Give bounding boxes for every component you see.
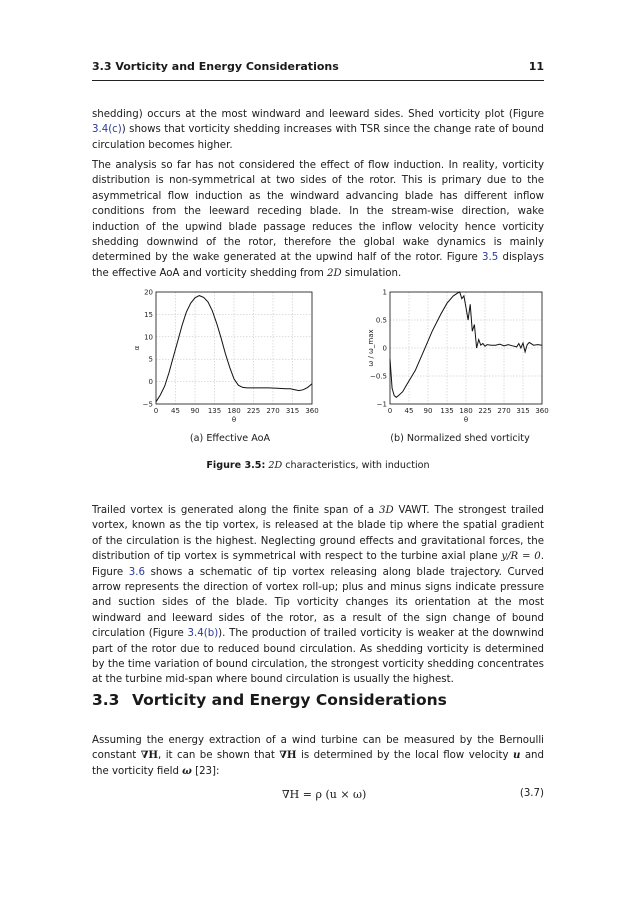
chart-b-xtick-label: 225	[478, 407, 492, 415]
chart-a-xtick-label: 180	[227, 407, 241, 415]
p2-text-c: simulation.	[341, 267, 402, 279]
running-header	[92, 60, 544, 73]
chart-b-xlabel: θ	[463, 416, 469, 424]
chart-a-frame	[156, 292, 312, 404]
chart-a-xtick-label: 225	[246, 407, 261, 415]
chart-a-xtick-label: 135	[207, 407, 222, 415]
equation-body: ∇H = ρ (u × ω)	[282, 788, 367, 801]
figure-caption-text: characteristics, with induction	[282, 460, 430, 471]
p3-math-3d: 3D	[379, 505, 394, 516]
chart-b-xtick-label: 270	[497, 407, 511, 415]
chart-b-ytick-label: −1	[376, 400, 387, 409]
chart-b-xtick-label: 45	[404, 407, 414, 415]
chart-a-xtick-label: 0	[153, 407, 159, 415]
chart-b-xtick-label: 0	[387, 407, 393, 415]
section-number: 3.3	[92, 691, 120, 709]
section-title: Vorticity and Energy Considerations	[132, 691, 447, 709]
p3-text-c: . Figure	[92, 551, 544, 578]
figure-caption-label: Figure 3.5:	[206, 460, 266, 471]
p2-text-b: displays the effective AoA and vorticity shedding from	[92, 252, 544, 279]
ref-figure-3-6[interactable]: 3.6	[128, 566, 145, 578]
chart-effective-aoa	[112, 284, 322, 424]
equation-number: (3.7)	[519, 788, 544, 799]
chart-b-xtick-label: 360	[535, 407, 549, 415]
paragraph-1	[92, 107, 544, 153]
chart-a-ytick-label: 0	[148, 378, 153, 387]
p3-text-e: ). The production of trailed vorticity is weaker at the downwind part of the rotor due to reduced bound circulation. As shedding vorticity is determined by the time variation of bound circulation, the strongest vorticity shedding concentrates at the turbine mid-span where bound circulation is usually the highest.	[92, 628, 544, 686]
subcaption-a: (a) Effective AoA	[189, 433, 271, 444]
p4-math-gradh-1: ∇H	[140, 749, 159, 762]
chart-b-ytick-label: 1	[382, 288, 387, 297]
chart-b-xtick-label: 180	[459, 407, 473, 415]
chart-b-xtick-label: 315	[516, 407, 530, 415]
paragraph-3	[92, 503, 544, 688]
chart-a-ytick-label: 20	[144, 288, 153, 297]
p1-text-b: ) shows that vorticity shedding increases with TSR since the change rate of bound circulation becomes higher.	[92, 124, 544, 151]
chart-a-xtick-label: 360	[305, 407, 319, 415]
p4-math-omega: ω	[182, 764, 192, 777]
chart-a-xlabel: θ	[231, 416, 237, 424]
chart-b-ylabel: ω / ω_max	[367, 329, 375, 367]
p3-text-a: Trailed vortex is generated along the finite span of a	[92, 505, 380, 516]
paragraph-2	[92, 158, 544, 281]
chart-b-series-line	[390, 292, 542, 397]
p4-text-c: is determined by the local flow velocity	[296, 750, 513, 762]
chart-b-xtick-label: 135	[440, 407, 454, 415]
chart-a-xtick-label: 90	[190, 407, 200, 415]
chart-a-xtick-label: 270	[266, 407, 280, 415]
page-number: 11	[528, 60, 544, 73]
header-section-title: 3.3 Vorticity and Energy Considerations	[92, 60, 339, 73]
ref-figure-3-4c[interactable]: 3.4(c)	[92, 124, 122, 136]
p1-text-a: shedding) occurs at the most windward and leeward sides. Shed vorticity plot (Figure	[92, 109, 544, 120]
chart-shed-vorticity	[352, 284, 552, 424]
chart-a-xtick-label: 315	[285, 407, 300, 415]
figure-caption	[92, 460, 544, 471]
header-rule	[92, 80, 544, 81]
chart-a-ytick-label: 15	[144, 310, 153, 319]
p3-text-d: shows a schematic of tip vortex releasing along blade trajectory. Curved arrow represents the direction of vortex roll-up; plus and minus signs indicate pressure and suction sides of the blade. Tip vorticity changes its orientation at the most windward and leeward sides of the rotor, as a result of the sign change of bound circulation (Figure	[92, 566, 544, 640]
chart-a-ytick-label: 5	[148, 355, 153, 364]
subcaption-b: (b) Normalized shed vorticity	[390, 433, 530, 444]
chart-b-ytick-label: 0.5	[375, 316, 387, 325]
figure-caption-math: 2D	[268, 460, 283, 471]
p4-math-u: u	[512, 749, 521, 762]
chart-b-xtick-label: 90	[423, 407, 433, 415]
p4-math-gradh-2: ∇H	[279, 749, 297, 762]
p4-text-b: , it can be shown that	[158, 750, 280, 762]
chart-a-ytick-label: 10	[144, 333, 153, 342]
p4-text-a: Assuming the energy extraction of a wind turbine can be measured by the Bernoulli constant	[92, 735, 544, 762]
ref-figure-3-4b[interactable]: 3.4(b)	[187, 628, 219, 640]
p3-text-b: VAWT. The strongest trailed vortex, known as the tip vortex, is released at the blade tip where the spatial gradient of the circulation is the highest. Neglecting ground effects and gravitational forces, the distribution of tip vortex is symmetrical with respect to the turbine axial plane	[92, 505, 544, 563]
p4-text-d: and the vorticity field	[92, 750, 544, 777]
paragraph-4	[92, 733, 544, 779]
p2-text-a: The analysis so far has not considered the effect of flow induction. In reality, vorticity distribution is non-symmetrical at two sides of the rotor. This is primary due to the asymmetrical flow induction as the windward advancing blade has different inflow conditions from the leeward receding blade. In the stream-wise direction, wake induction of the upwind blade passage reduces the inflow velocity hence vorticity shedding downwind of the rotor, therefore the global wake dynamics is mainly determined by the wake generated at the upwind half of the rotor. Figure	[92, 160, 544, 264]
chart-a-xtick-label: 45	[171, 407, 180, 415]
chart-a-ytick-label: −5	[142, 400, 153, 409]
p4-text-e: [23]:	[191, 765, 220, 777]
chart-a-ylabel: α	[133, 345, 141, 351]
section-heading	[92, 691, 544, 709]
chart-b-ytick-label: 0	[382, 344, 387, 353]
p2-math-2d: 2D	[326, 267, 342, 279]
ref-figure-3-5[interactable]: 3.5	[482, 252, 499, 264]
p3-math-plane: y/R = 0	[501, 551, 541, 563]
chart-b-ytick-label: −0.5	[370, 372, 387, 381]
